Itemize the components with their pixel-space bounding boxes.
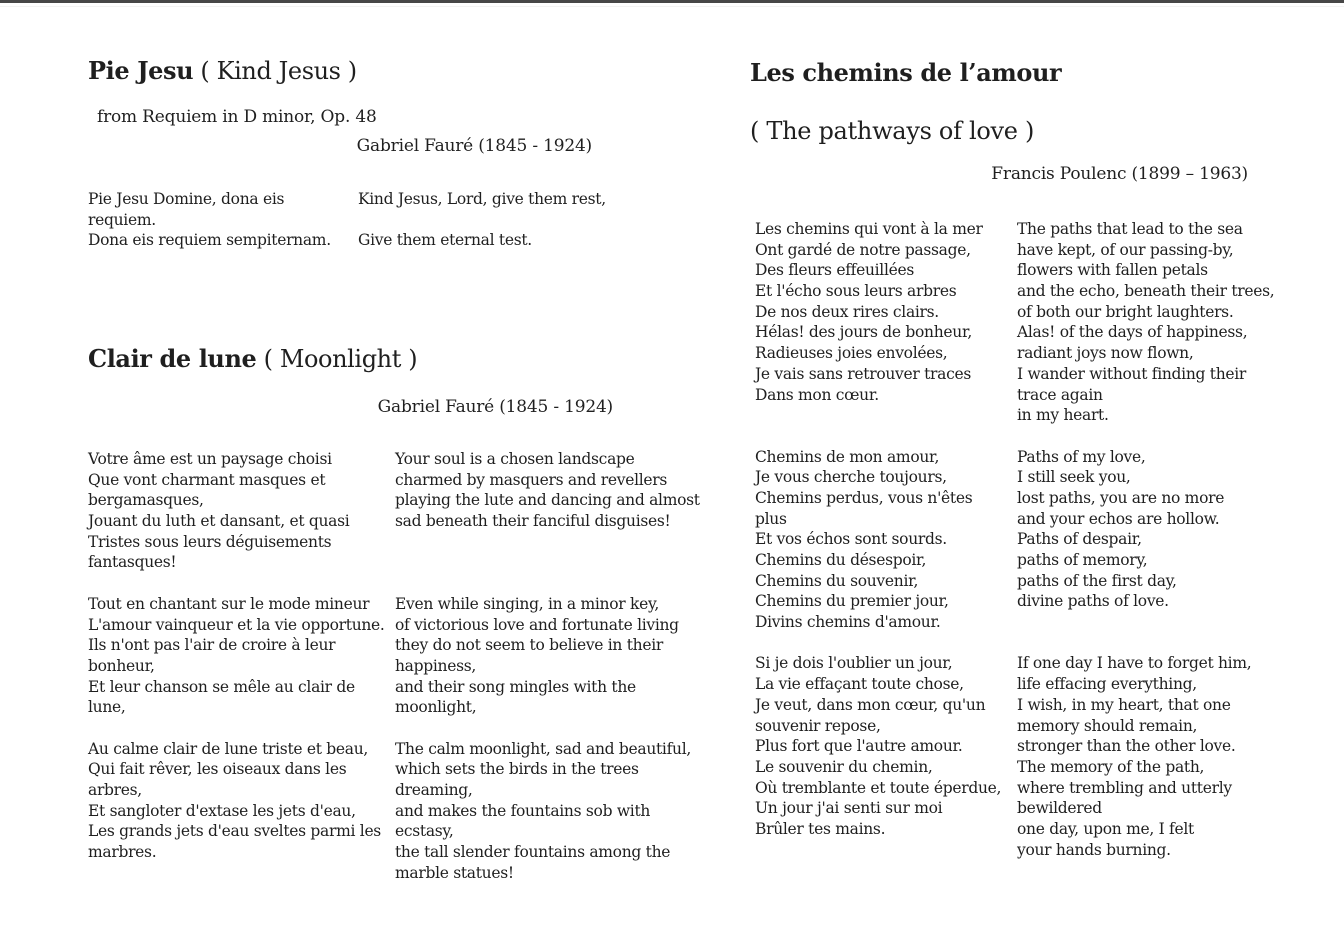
song-title-translation: ( Moonlight ) [263, 345, 418, 373]
lyric-line: Que vont charmant masques et [88, 470, 326, 489]
lyric-line: your hands burning. [1017, 840, 1171, 859]
lyric-line: Des fleurs effeuillées [755, 261, 914, 280]
translation-lyrics-column [358, 189, 638, 251]
lyric-line: sad beneath their fanciful disguises! [395, 512, 671, 531]
lyric-line: L'amour vainqueur et la vie opportune. [88, 615, 385, 634]
lyric-line: Votre âme est un paysage choisi [88, 450, 332, 468]
composer-clair-de-lune: Gabriel Fauré (1845 - 1924) [377, 397, 613, 417]
top-border [0, 0, 1344, 3]
lyric-line: Chemins du désespoir, [755, 551, 927, 569]
lyric-line: Hélas! des jours de bonheur, [755, 323, 973, 342]
lyric-line: Je vous cherche toujours, [755, 468, 947, 487]
lyric-line: souvenir repose, [755, 716, 881, 735]
composer-les-chemins: Francis Poulenc (1899 – 1963) [991, 164, 1248, 184]
lyric-line: De nos deux rires clairs. [755, 302, 939, 321]
lyric-line: divine paths of love. [1017, 592, 1169, 611]
song-title-text: Les chemins de l’amour [750, 58, 1062, 87]
lyric-line: Les chemins qui vont à la mer [755, 220, 983, 238]
lyric-line: Chemins de mon amour, [755, 447, 940, 466]
translation-lyrics-column [1017, 447, 1295, 633]
lyric-line: Brûler tes mains. [755, 819, 886, 838]
song-title-translation: ( Kind Jesus ) [200, 57, 357, 85]
lyric-line: of both our bright laughters. [1017, 302, 1234, 321]
lyric-line: marbres. [88, 843, 157, 862]
lyric-line: Chemins du premier jour, [755, 592, 949, 611]
stanza [755, 447, 1295, 633]
lyric-line: Tristes sous leurs déguisements [88, 532, 332, 551]
lyric-line: where trembling and utterly [1017, 778, 1232, 797]
lyric-line: and your echos are hollow. [1017, 509, 1220, 528]
stanza [88, 189, 638, 251]
translation-lyrics-column [395, 739, 693, 884]
lyric-line: Et leur chanson se mêle au clair de [88, 677, 355, 696]
lyric-line: plus [755, 509, 787, 528]
lyric-line: Ils n'ont pas l'air de croire à leur [88, 636, 336, 655]
lyric-line: Alas! of the days of happiness, [1017, 323, 1248, 342]
lyric-line: Et vos échos sont sourds. [755, 530, 947, 549]
stanza [88, 594, 693, 718]
composer-pie-jesu: Gabriel Fauré (1845 - 1924) [356, 136, 592, 156]
lyric-line: arbres, [88, 781, 142, 799]
lyric-line: The calm moonlight, sad and beautiful, [395, 739, 691, 758]
lyric-line: Ont gardé de notre passage, [755, 240, 971, 259]
lyric-line: and makes the fountains sob with [395, 801, 651, 820]
lyric-line: happiness, [395, 656, 477, 675]
lyric-line: stronger than the other love. [1017, 737, 1236, 756]
lyric-line: requiem. [88, 210, 156, 229]
lyric-line: La vie effaçant toute chose, [755, 675, 964, 694]
lyric-line: Your soul is a chosen landscape [395, 450, 635, 468]
lyric-line: Et sangloter d'extase les jets d'eau, [88, 801, 356, 820]
original-lyrics-column [755, 219, 1017, 426]
translation-lyrics-column [1017, 219, 1295, 426]
lyric-line: Je vais sans retrouver traces [755, 364, 971, 383]
lyric-line: bergamasques, [88, 491, 204, 510]
lyric-line: Radieuses joies envolées, [755, 344, 948, 363]
lyric-line: Jouant du luth et dansant, et quasi [88, 512, 350, 531]
lyric-line: bonheur, [88, 656, 155, 675]
song-subtitle-pie-jesu: from Requiem in D minor, Op. 48 [97, 107, 377, 127]
lyric-line: Dans mon cœur. [755, 385, 879, 404]
lyric-line: Tout en chantant sur le mode mineur [88, 594, 370, 613]
lyric-line: Qui fait rêver, les oiseaux dans les [88, 760, 347, 779]
original-lyrics-column [88, 449, 395, 573]
lyric-line: Paths of despair, [1017, 530, 1142, 549]
lyrics-les-chemins [755, 219, 1295, 881]
lyric-line: Et l'écho sous leurs arbres [755, 282, 957, 301]
lyric-line: paths of the first day, [1017, 571, 1177, 590]
lyric-line: Even while singing, in a minor key, [395, 594, 659, 613]
lyric-line: Kind Jesus, Lord, give them rest, [358, 190, 606, 208]
lyric-line: Le souvenir du chemin, [755, 757, 933, 776]
stanza [88, 449, 700, 573]
lyric-line: I still seek you, [1017, 468, 1131, 487]
lyric-line: I wish, in my heart, that one [1017, 695, 1231, 714]
lyric-line: If one day I have to forget him, [1017, 654, 1252, 673]
song-title-text: Pie Jesu [88, 56, 194, 85]
lyric-line: one day, upon me, I felt [1017, 819, 1194, 838]
lyric-line: Si je dois l'oublier un jour, [755, 654, 953, 673]
lyric-line: and their song mingles with the [395, 677, 636, 696]
lyric-line: Chemins perdus, vous n'êtes [755, 488, 973, 507]
original-lyrics-column [755, 447, 1017, 633]
lyric-line: The memory of the path, [1017, 757, 1205, 776]
lyric-line: charmed by masquers and revellers [395, 470, 668, 489]
lyric-line: Give them eternal test. [358, 231, 532, 250]
lyric-line: I wander without finding their [1017, 364, 1247, 383]
lyric-line: moonlight, [395, 698, 477, 717]
title-spacer [256, 345, 263, 373]
translation-lyrics-column [395, 594, 693, 718]
original-lyrics-column [88, 594, 395, 718]
lyric-line: fantasques! [88, 553, 177, 572]
song-title-les-chemins [750, 58, 1061, 88]
lyric-line: Les grands jets d'eau sveltes parmi les [88, 822, 381, 841]
original-lyrics-column [88, 739, 395, 884]
lyric-line: memory should remain, [1017, 716, 1198, 735]
lyric-line: playing the lute and dancing and almost [395, 491, 700, 510]
lyric-line: Un jour j'ai senti sur moi [755, 799, 943, 818]
lyric-line: lune, [88, 698, 126, 717]
song-title-translation-les-chemins: ( The pathways of love ) [750, 117, 1035, 145]
stanza [755, 653, 1295, 860]
lyrics-clair-de-lune [88, 449, 700, 904]
lyric-line: Pie Jesu Domine, dona eis [88, 190, 285, 208]
lyric-line: Où tremblante et toute éperdue, [755, 778, 1002, 797]
lyric-line: have kept, of our passing-by, [1017, 240, 1234, 259]
lyric-line: Chemins du souvenir, [755, 571, 919, 590]
song-title-pie-jesu [88, 56, 357, 86]
lyric-line: dreaming, [395, 781, 473, 799]
original-lyrics-column [755, 653, 1017, 860]
lyric-line: marble statues! [395, 863, 514, 882]
original-lyrics-column [88, 189, 358, 251]
song-title-clair-de-lune [88, 344, 417, 374]
lyrics-pie-jesu [88, 189, 638, 272]
lyric-line: they do not seem to believe in their [395, 636, 663, 655]
lyric-line: trace again [1017, 385, 1103, 404]
lyric-line: flowers with fallen petals [1017, 261, 1208, 280]
lyric-line [358, 210, 638, 231]
lyric-line: in my heart. [1017, 406, 1109, 425]
lyric-line: the tall slender fountains among the [395, 843, 671, 862]
lyric-line: bewildered [1017, 799, 1102, 818]
lyric-line: of victorious love and fortunate living [395, 615, 679, 634]
lyric-line: paths of memory, [1017, 551, 1148, 569]
translation-lyrics-column [395, 449, 700, 573]
lyric-line: which sets the birds in the trees [395, 760, 639, 779]
lyric-line: The paths that lead to the sea [1017, 220, 1243, 238]
translation-lyrics-column [1017, 653, 1295, 860]
lyric-line: ecstasy, [395, 822, 454, 841]
lyric-line: life effacing everything, [1017, 675, 1197, 694]
lyric-line: Je veut, dans mon cœur, qu'un [755, 695, 986, 714]
lyric-line: lost paths, you are no more [1017, 488, 1225, 507]
stanza [755, 219, 1295, 426]
lyric-line: Divins chemins d'amour. [755, 613, 941, 632]
song-title-text: Clair de lune [88, 344, 257, 373]
stanza [88, 739, 693, 884]
lyric-line: Dona eis requiem sempiternam. [88, 231, 331, 250]
lyric-line: Paths of my love, [1017, 447, 1146, 466]
lyric-line: and the echo, beneath their trees, [1017, 282, 1275, 301]
lyric-line: Plus fort que l'autre amour. [755, 737, 963, 756]
lyric-line: radiant joys now flown, [1017, 344, 1194, 363]
top-border-shadow [0, 6, 1344, 7]
lyric-line: Au calme clair de lune triste et beau, [88, 739, 369, 758]
